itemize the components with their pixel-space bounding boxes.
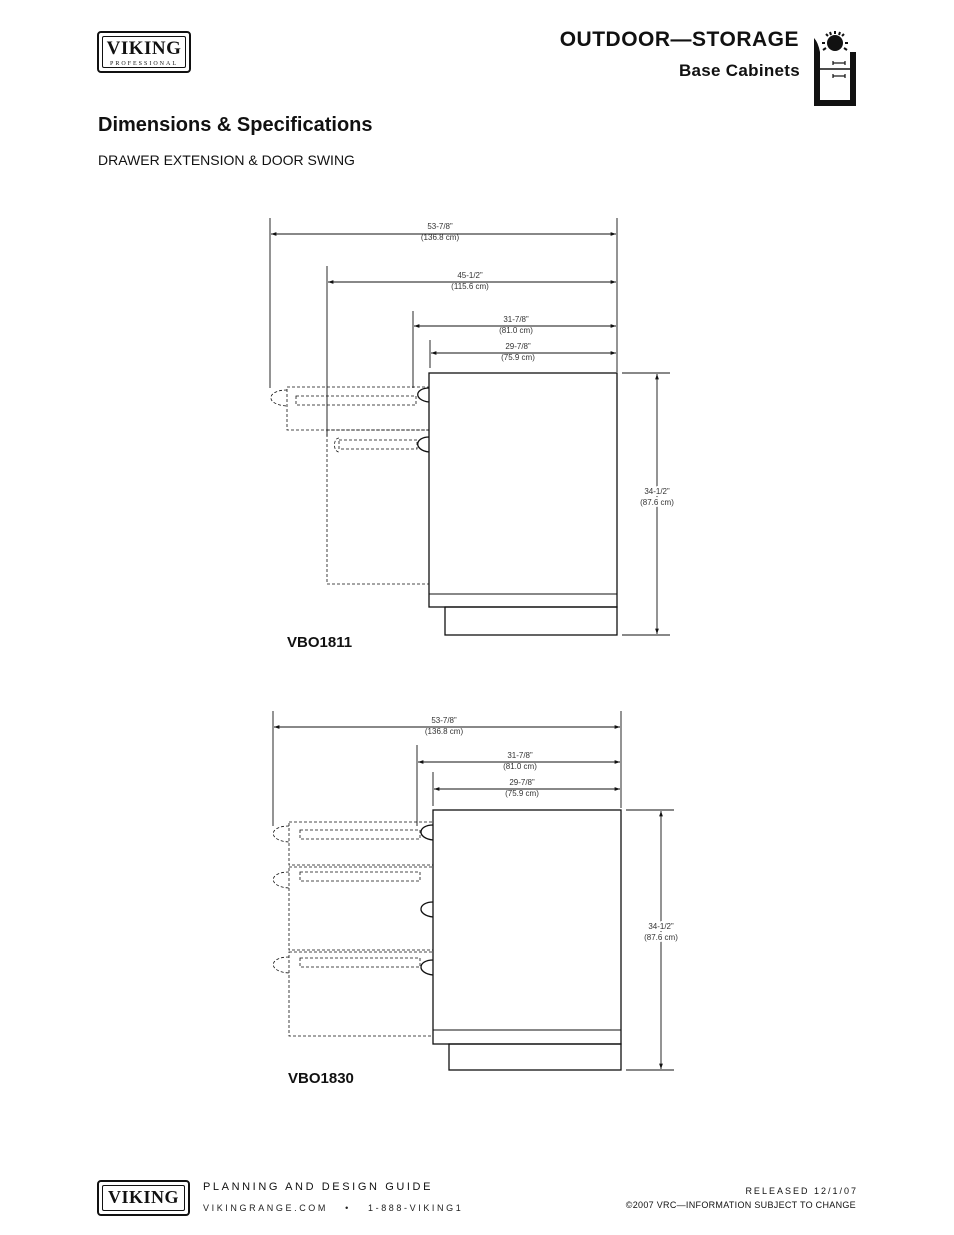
dim-overall-width-cm: (136.8 cm)	[420, 233, 460, 242]
dim-height-cm: (87.6 cm)	[640, 498, 674, 507]
dim2-height-in: 34-1/2”	[648, 922, 674, 931]
footer-logo-wordmark: VIKING	[107, 1187, 179, 1207]
dim-door-width-in: 45-1/2”	[457, 271, 483, 280]
dim-depth-cm: (75.9 cm)	[501, 353, 535, 362]
footer-guide-title: PLANNING AND DESIGN GUIDE	[203, 1181, 434, 1193]
page-title: Dimensions & Specifications	[98, 114, 373, 136]
footer-bullet: •	[345, 1203, 351, 1213]
dim2-depth-handle-cm: (81.0 cm)	[503, 762, 537, 771]
footer-copyright: ©2007 VRC—INFORMATION SUBJECT TO CHANGE	[625, 1200, 856, 1210]
footer-viking-logo	[97, 1180, 190, 1216]
model-label-vbo1830: VBO1830	[288, 1070, 354, 1087]
header-title: OUTDOOR—STORAGE	[559, 28, 799, 51]
section-label: DRAWER EXTENSION & DOOR SWING	[98, 152, 355, 168]
footer-website[interactable]: VIKINGRANGE.COM	[203, 1203, 329, 1213]
header-subtitle: Base Cabinets	[678, 61, 800, 80]
dim2-depth-in: 29-7/8”	[509, 778, 535, 787]
footer-phone: 1-888-VIKING1	[368, 1203, 464, 1213]
dim-depth-handle-cm: (81.0 cm)	[499, 326, 533, 335]
dim-door-width-cm: (115.6 cm)	[451, 282, 489, 291]
dim-depth-handle-in: 31-7/8”	[503, 315, 529, 324]
dim2-depth-handle-in: 31-7/8”	[507, 751, 533, 760]
vbo1830-dim-text	[425, 716, 678, 942]
dim2-overall-width-cm: (136.8 cm)	[424, 727, 464, 736]
dim-height-in: 34-1/2”	[644, 487, 670, 496]
footer-contact	[203, 1203, 463, 1213]
dim-overall-width-in: 53-7/8”	[427, 222, 453, 231]
dim2-depth-cm: (75.9 cm)	[505, 789, 539, 798]
logo-subtitle: PROFESSIONAL	[109, 61, 178, 67]
dim2-height-cm: (87.6 cm)	[644, 933, 678, 942]
dim-depth-in: 29-7/8”	[505, 342, 531, 351]
logo-wordmark: VIKING	[106, 38, 182, 59]
dim2-overall-width-in: 53-7/8”	[431, 716, 457, 725]
model-label-vbo1811: VBO1811	[287, 634, 353, 651]
footer-released: RELEASED 12/1/07	[745, 1186, 858, 1196]
